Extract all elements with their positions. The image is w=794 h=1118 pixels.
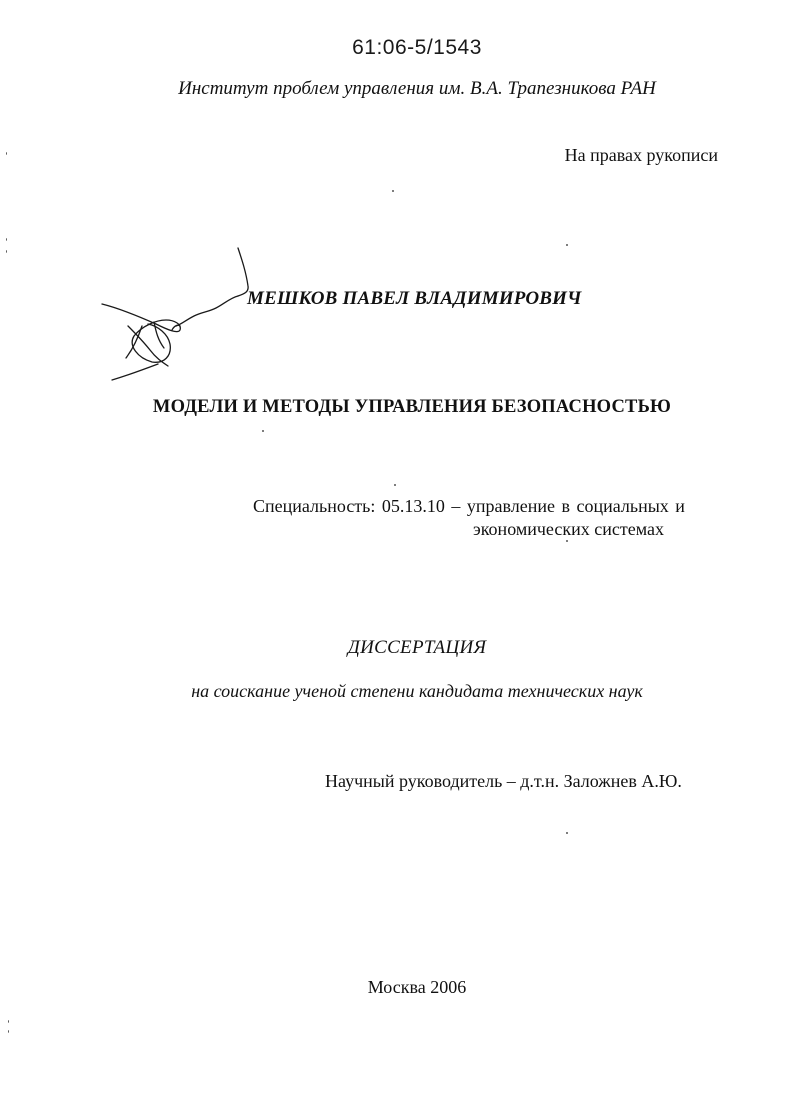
scan-speck <box>566 832 568 834</box>
institute-name: Институт проблем управления им. В.А. Трапезникова РАН <box>178 78 656 99</box>
rights-notice: На правах рукописи <box>564 145 718 165</box>
dissertation-title: МОДЕЛИ И МЕТОДЫ УПРАВЛЕНИЯ БЕЗОПАСНОСТЬЮ <box>152 397 672 417</box>
scan-speck <box>392 190 394 192</box>
scan-speck <box>566 540 568 542</box>
specialty-line-2: экономических системах <box>473 519 664 539</box>
scientific-advisor: Научный руководитель – д.т.н. Заложнев А.Ю. <box>325 771 682 791</box>
signature-icon <box>98 246 258 386</box>
specialty-line-1: Специальность: 05.13.10 – управление в социальных и <box>253 496 685 516</box>
author-name: МЕШКОВ ПАВЕЛ ВЛАДИМИРОВИЧ <box>247 288 582 309</box>
scan-speck <box>6 250 7 253</box>
scan-speck <box>6 152 7 155</box>
scan-speck <box>262 430 264 432</box>
degree-statement: на соискание ученой степени кандидата технических наук <box>191 681 643 701</box>
scan-speck <box>394 484 396 486</box>
scan-speck <box>8 1030 9 1033</box>
work-type: ДИССЕРТАЦИЯ <box>347 637 487 658</box>
scan-speck <box>6 238 7 241</box>
catalog-stamp-code: 61:06-5/1543 <box>352 36 482 59</box>
scan-speck <box>8 1020 9 1023</box>
city-year: Москва 2006 <box>367 977 467 997</box>
scan-speck <box>566 244 568 246</box>
